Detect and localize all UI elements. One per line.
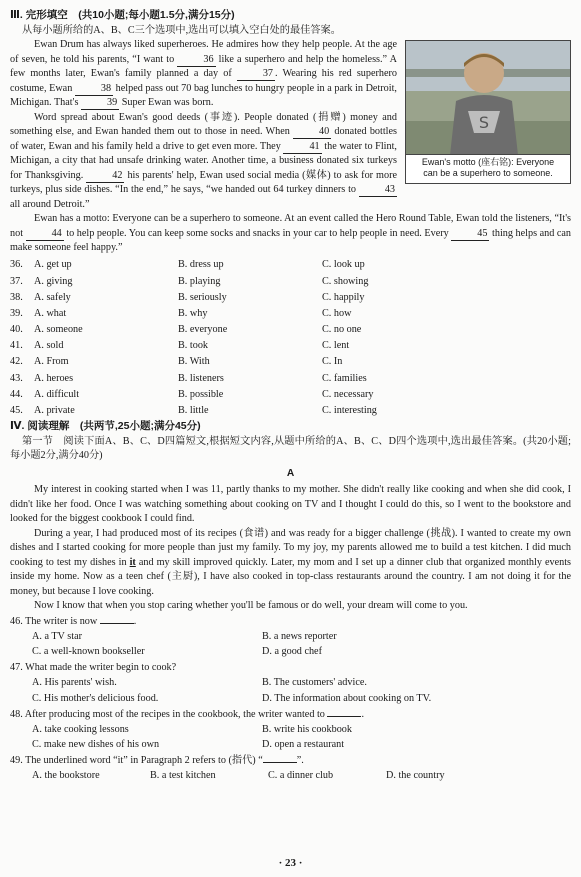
option-a[interactable]: A. private	[34, 405, 75, 417]
question-stem	[10, 708, 571, 723]
option-c[interactable]: C. In	[322, 356, 343, 368]
question-46	[10, 615, 571, 661]
question-48	[10, 708, 571, 754]
text-span: .	[133, 615, 137, 627]
question-stem	[10, 754, 571, 769]
option-a[interactable]: A. take cooking lessons	[32, 723, 129, 735]
underlined-it: it	[129, 556, 136, 568]
option-b[interactable]: B. write his cookbook	[262, 723, 352, 735]
option-row-41	[10, 338, 571, 354]
question-number: 37.	[10, 275, 23, 287]
text-span: Super Ewan was born.	[119, 97, 214, 108]
option-b[interactable]: B. took	[178, 340, 209, 352]
option-b[interactable]: B. a test kitchen	[150, 770, 216, 782]
question-number: 40.	[10, 324, 23, 336]
text-span: and my skill improved quickly. Later, my mom and I set up a dinner club that organized monthly events inside my home. Now as a teen chef (主厨), I have also cooked in top-class restaurants around the country. I am not doing it for the money, but because I love cooking.	[10, 556, 571, 597]
option-c[interactable]: C. lent	[322, 340, 350, 352]
question-number: 44.	[10, 388, 23, 400]
text-span: .	[361, 708, 364, 720]
answer-row	[10, 691, 571, 707]
text-span: 49. The underlined word “it” in Paragraph 2 refers to (指代) “	[10, 755, 263, 767]
reading-paragraph-2	[10, 527, 571, 600]
option-a[interactable]: A. sold	[34, 340, 64, 352]
option-c[interactable]: C. make new dishes of his own	[32, 739, 160, 751]
option-b[interactable]: B. The customers' advice.	[262, 677, 367, 689]
option-row-43	[10, 371, 571, 387]
option-c[interactable]: C. how	[322, 307, 352, 319]
question-number: 42.	[10, 356, 23, 368]
answer-blank	[263, 762, 297, 763]
cloze-paragraph-3	[10, 212, 571, 256]
reading-heading: Ⅳ. 阅读理解 (共两节,25小题;满分45分)	[10, 420, 201, 433]
option-c[interactable]: C. interesting	[322, 405, 377, 417]
cloze-heading: Ⅲ. 完形填空 (共10小题;每小题1.5分,满分15分)	[10, 9, 235, 21]
option-row-45	[10, 403, 571, 419]
blank-36: 36	[177, 54, 215, 67]
blank-41: 41	[283, 141, 321, 154]
option-a[interactable]: A. get up	[34, 259, 72, 271]
option-b[interactable]: B. a news reporter	[262, 630, 337, 642]
question-stem: 47. What made the writer begin to cook?	[10, 662, 177, 674]
caption-line-1: Ewan's motto (座右铭): Everyone	[421, 157, 555, 167]
blank-38: 38	[75, 83, 113, 96]
answer-row	[10, 676, 571, 692]
blank-43: 43	[359, 184, 397, 197]
option-c[interactable]: C. families	[322, 372, 367, 384]
question-number: 36.	[10, 259, 23, 271]
text-span: thing helps and can make someone feel happy.”	[10, 227, 571, 253]
ewan-photo	[405, 40, 571, 184]
question-49	[10, 754, 571, 784]
text-span: During a year, I had produced most of its recipes (食谱) and was ready for a bigger challenge (挑战). I wanted to create my own dishes and I started cooking for more people than just my family. To my joy, my parents allowed me to build a test kitchen. I did much cooking to test my dishes in	[10, 527, 571, 568]
option-b[interactable]: B. dress up	[178, 259, 224, 271]
answer-blank	[327, 716, 361, 717]
option-a[interactable]: A. what	[34, 307, 67, 319]
option-b[interactable]: B. everyone	[178, 324, 228, 336]
option-c[interactable]: C. look up	[322, 259, 365, 271]
option-row-39	[10, 306, 571, 322]
option-a[interactable]: A. safely	[34, 291, 71, 303]
text-span: donated bottles of water, Ewan and his family held a drive to get even more. They	[10, 126, 397, 152]
option-b[interactable]: B. why	[178, 307, 208, 319]
text-span: . Wearing his red superhero costume, Ewan	[10, 68, 398, 94]
option-d[interactable]: D. the country	[386, 770, 445, 782]
option-d[interactable]: D. open a restaurant	[262, 739, 345, 751]
answer-row	[10, 738, 571, 754]
option-a[interactable]: A. His parents' wish.	[32, 677, 117, 689]
option-a[interactable]: A. someone	[34, 324, 83, 336]
option-row-42	[10, 355, 571, 371]
answer-row	[10, 769, 571, 785]
boy-in-superhero-costume-image	[406, 41, 570, 155]
exam-page	[10, 8, 571, 784]
text-span: Ewan has a motto: Everyone can be a superhero to someone. At an event called the Hero Round Table, Ewan told the listeners, “It's not	[10, 213, 571, 239]
question-47	[10, 661, 571, 707]
question-number: 41.	[10, 340, 23, 352]
answer-row	[10, 645, 571, 661]
option-d[interactable]: D. The information about cooking on TV.	[262, 692, 432, 704]
option-b[interactable]: B. listeners	[178, 372, 224, 384]
blank-42: 42	[86, 170, 124, 183]
option-row-38	[10, 290, 571, 306]
option-c[interactable]: C. His mother's delicious food.	[32, 692, 159, 704]
option-b[interactable]: B. playing	[178, 275, 221, 287]
option-row-37	[10, 274, 571, 290]
option-row-36	[10, 258, 571, 274]
option-a[interactable]: A. heroes	[34, 372, 74, 384]
text-span: 48. After producing most of the recipes in the cookbook, the writer wanted to	[10, 708, 328, 720]
answer-row	[10, 722, 571, 738]
option-b[interactable]: B. seriously	[178, 291, 227, 303]
option-row-44	[10, 387, 571, 403]
option-b[interactable]: B. possible	[178, 388, 224, 400]
svg-text:S: S	[478, 113, 490, 132]
blank-40: 40	[293, 126, 331, 139]
text-span: Ewan Drum has always liked superheroes. He admires how they help people. At the age of seven, he told his parents, “I want to	[10, 39, 397, 65]
question-number: 38.	[10, 291, 23, 303]
question-stem	[10, 615, 571, 630]
option-c[interactable]: C. happily	[322, 291, 365, 303]
option-d[interactable]: D. a good chef	[262, 646, 322, 658]
text-span: helped pass out 70 bag lunches to hungry people in a park in Detroit, Michigan. That's	[10, 82, 397, 108]
option-a[interactable]: A. From	[34, 356, 69, 368]
cloze-instruction: 从每小题所给的A、B、C三个选项中,选出可以填入空白处的最佳答案。	[22, 24, 341, 36]
option-b[interactable]: B. With	[178, 356, 210, 368]
question-number: 45.	[10, 405, 23, 417]
blank-39: 39	[81, 97, 119, 110]
text-span: Word spread about Ewan's good deeds (事迹). People donated (捐赠) money and something else, and Ewan handed them out to those in need. When	[10, 111, 397, 137]
caption-line-2: can be a superhero to someone.	[423, 168, 553, 178]
answer-blank	[100, 623, 134, 624]
text-span: ”.	[296, 755, 304, 767]
answer-row	[10, 629, 571, 645]
option-c[interactable]: C. a dinner club	[268, 770, 334, 782]
text-span: to help people. You can keep some socks and snacks in your car to help people in need. Every	[63, 227, 452, 239]
option-c[interactable]: C. necessary	[322, 388, 374, 400]
option-b[interactable]: B. little	[178, 405, 209, 417]
option-a[interactable]: A. giving	[34, 275, 73, 287]
reading-paragraph-3: Now I know that when you stop caring whether you'll be famous or do well, your dream will come to you.	[34, 600, 468, 612]
question-number: 43.	[10, 372, 23, 384]
text-span: the water to Flint, Michigan, a city that had unsafe drinking water. Another time, a business donated six turkeys for Thanksgiving.	[10, 140, 397, 181]
reading-instruction: 第一节 阅读下面A、B、C、D四篇短文,根据短文内容,从题中所给的A、B、C、D四个选项中,选出最佳答案。(共20小题;每小题2分,满分40分)	[10, 435, 571, 462]
page-number: · 23 ·	[278, 857, 303, 869]
text-span: all around Detroit.”	[10, 198, 90, 210]
text-span: like a superhero and help the homeless.” A few months later, Ewan's family planned a day of	[10, 53, 397, 79]
cloze-options	[10, 258, 571, 420]
reading-paragraph-1: My interest in cooking started when I was 11, partly thanks to my mother. She didn't really like cooking and when she did cook, I didn't like her food. Once I was watching something about cooking on TV and I thought I could do this, so I went to the bookstore and looked for the biggest cookbook I could find.	[10, 484, 571, 525]
question-number: 39.	[10, 307, 23, 319]
option-a[interactable]: A. a TV star	[32, 630, 82, 642]
photo-caption	[406, 154, 570, 183]
blank-44: 44	[26, 228, 64, 241]
option-a[interactable]: A. the bookstore	[32, 770, 100, 782]
passage-label: A	[286, 467, 295, 479]
option-a[interactable]: A. difficult	[34, 388, 80, 400]
option-c[interactable]: C. no one	[322, 324, 362, 336]
blank-45: 45	[451, 228, 489, 241]
blank-37: 37	[237, 68, 275, 81]
text-span: 46. The writer is now	[10, 615, 100, 627]
option-row-40	[10, 322, 571, 338]
option-c[interactable]: C. a well-known bookseller	[32, 646, 145, 658]
option-c[interactable]: C. showing	[322, 275, 369, 287]
text-span: his parents' help, Ewan used social media (媒体) to ask for more turkeys, plus side dishes. “In the end,” he says, “we handed out 64 turkey dinners to	[10, 169, 397, 195]
